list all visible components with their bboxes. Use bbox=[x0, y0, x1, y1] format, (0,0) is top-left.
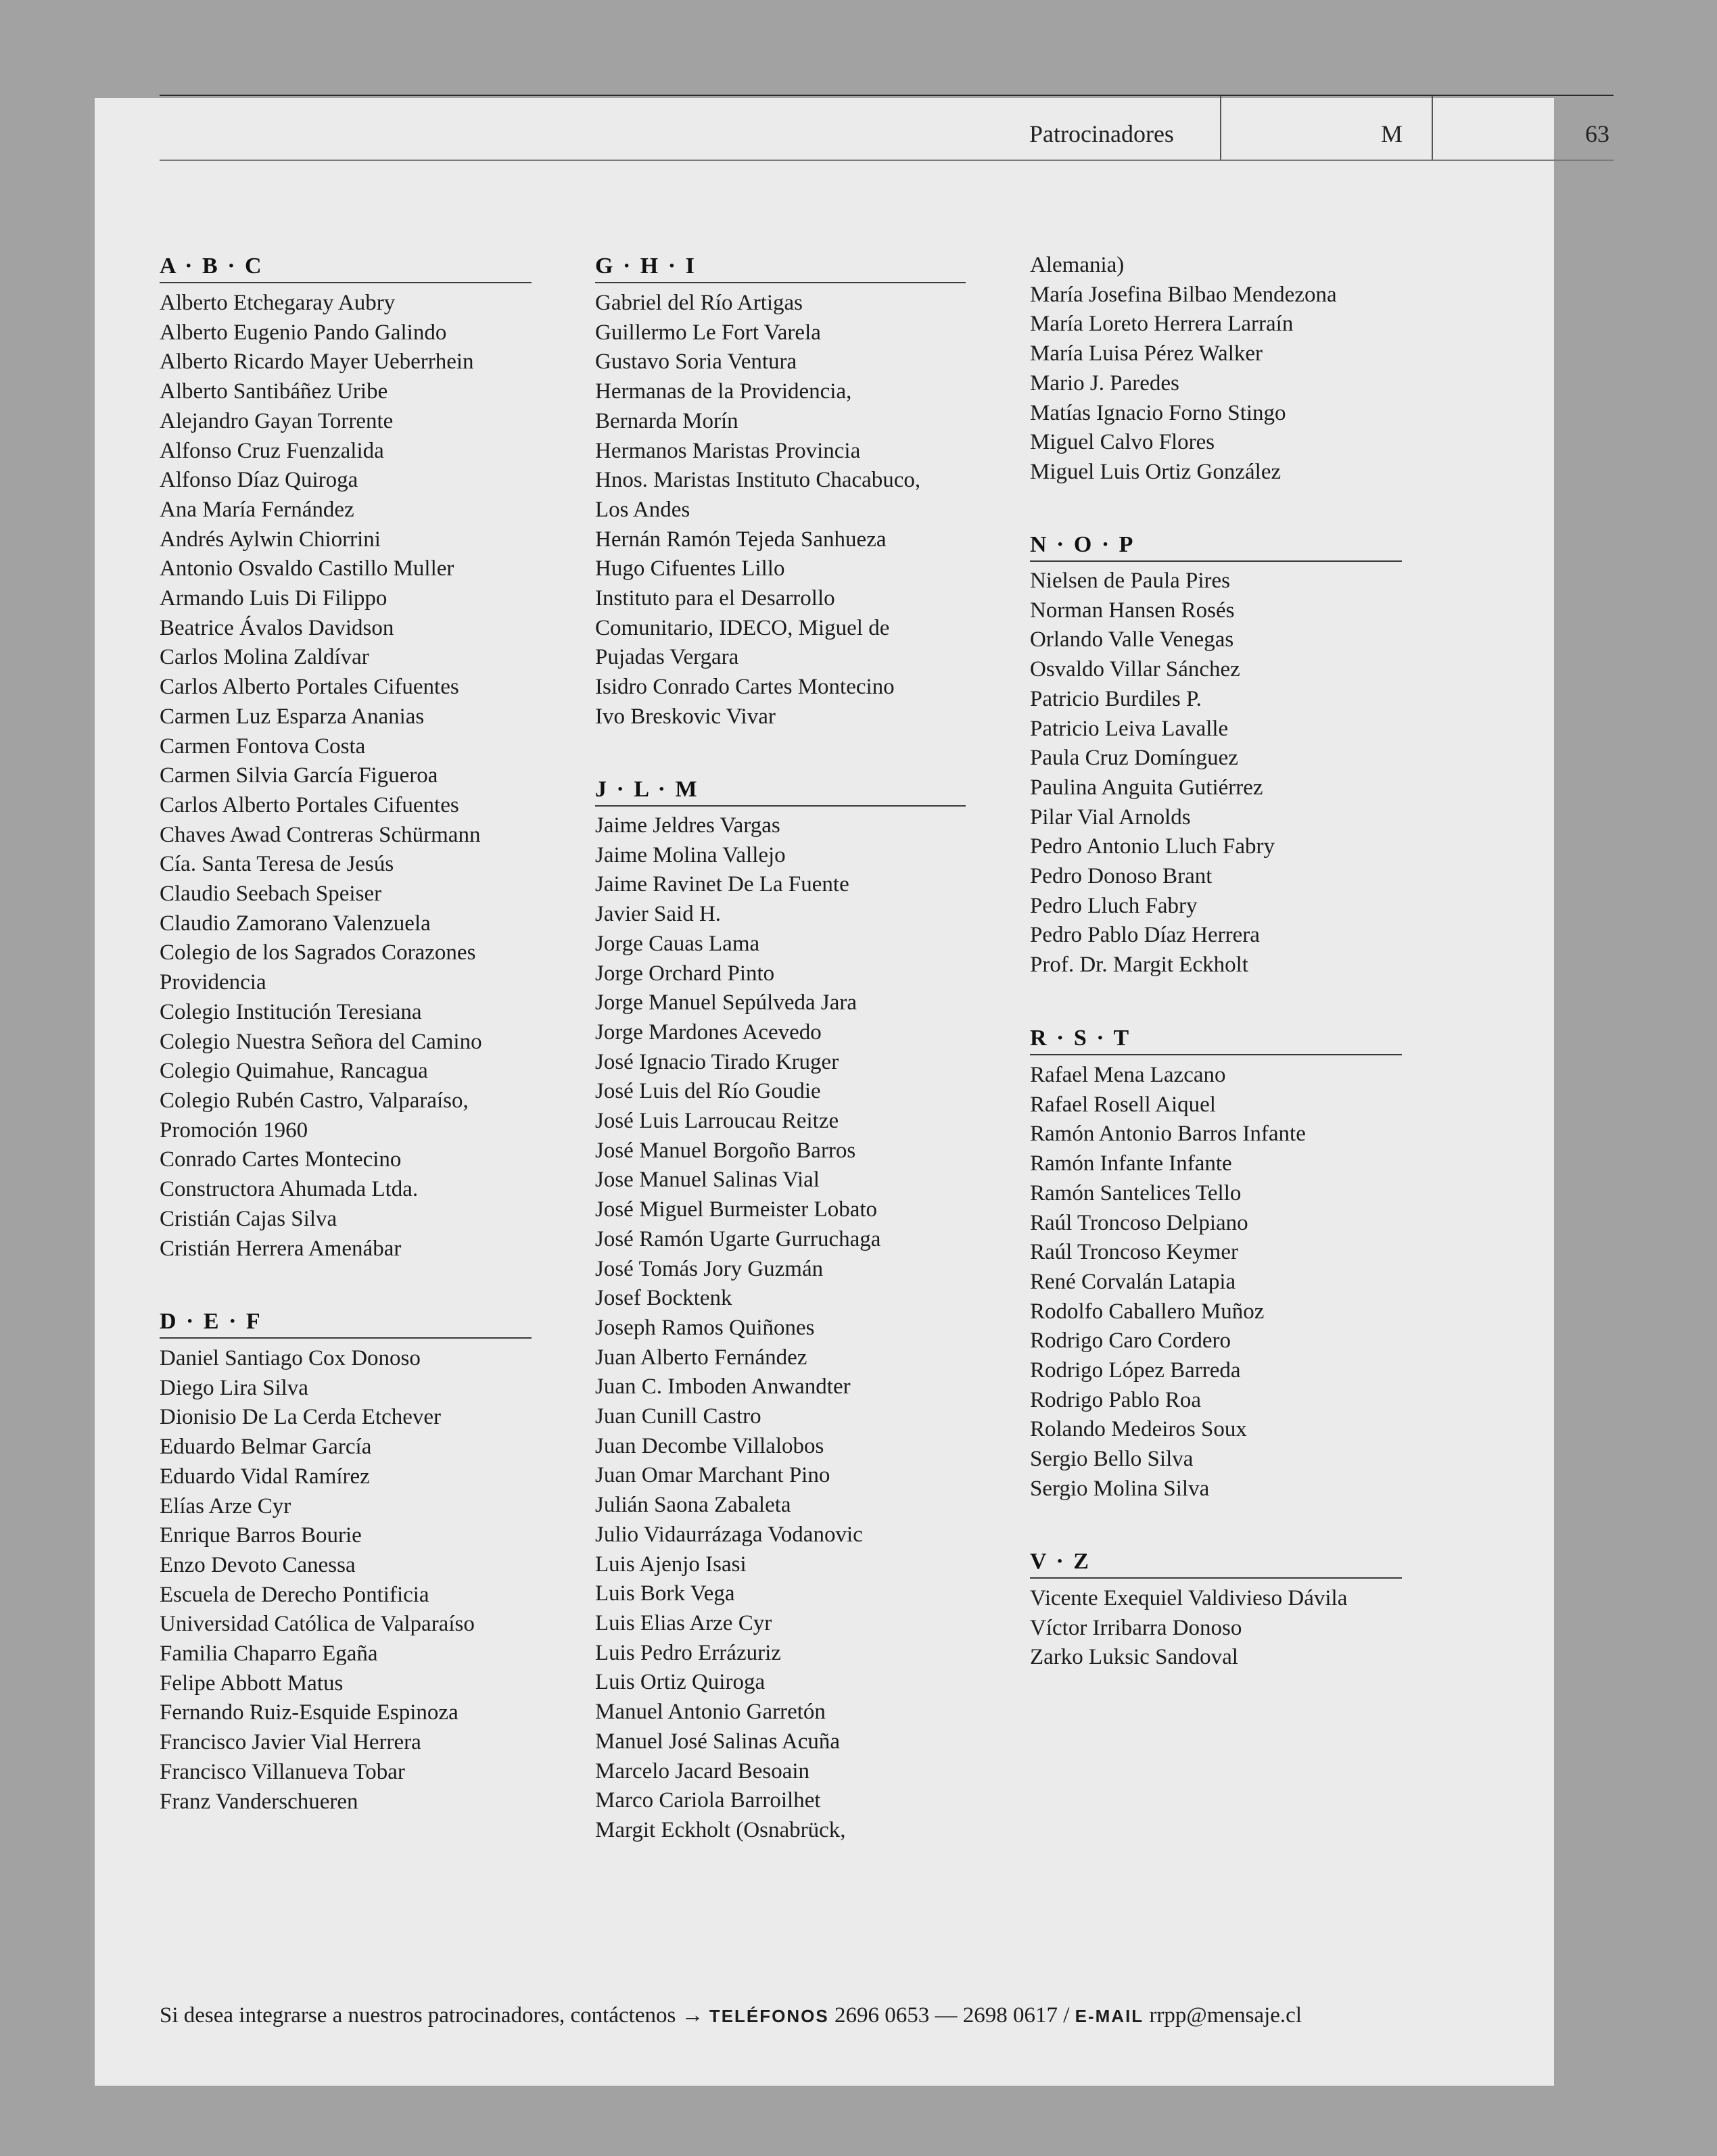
sponsor-name: Ramón Antonio Barros Infante bbox=[1030, 1122, 1306, 1147]
sponsor-name: Luis Pedro Errázuriz bbox=[595, 1640, 781, 1665]
sponsor-name: Paulina Anguita Gutiérrez bbox=[1030, 775, 1263, 800]
sponsor-name: Patricio Burdiles P. bbox=[1030, 686, 1202, 711]
sponsor-name: Norman Hansen Rosés bbox=[1030, 598, 1235, 623]
sponsor-name: José Ramón Ugarte Gurruchaga bbox=[595, 1226, 881, 1251]
sponsor-name: Jose Manuel Salinas Vial bbox=[595, 1168, 820, 1193]
sponsor-name: Ivo Breskovic Vivar bbox=[595, 704, 776, 729]
sponsor-name: José Manuel Borgoño Barros bbox=[595, 1138, 856, 1163]
name-list-m-continued bbox=[1030, 251, 1337, 487]
sponsor-name: Jaime Ravinet De La Fuente bbox=[595, 872, 849, 897]
sponsor-name: Patricio Leiva Lavalle bbox=[1030, 716, 1229, 741]
sponsor-name: Carmen Fontova Costa bbox=[160, 734, 366, 759]
sponsor-name: Guillermo Le Fort Varela bbox=[595, 320, 821, 345]
name-list-vz bbox=[1030, 1584, 1347, 1673]
sponsor-name: Bernarda Morín bbox=[595, 408, 738, 433]
sponsor-name: Eduardo Vidal Ramírez bbox=[160, 1464, 370, 1489]
sponsor-name: Cristián Herrera Amenábar bbox=[160, 1236, 402, 1261]
sponsor-name: Francisco Villanueva Tobar bbox=[160, 1759, 405, 1784]
sponsor-name: Alberto Eugenio Pando Galindo bbox=[160, 320, 447, 345]
name-list-jlm bbox=[595, 811, 880, 1846]
sponsor-name: Franz Vanderschueren bbox=[160, 1789, 358, 1814]
section-title-rst: R · S · T bbox=[1030, 1026, 1131, 1051]
sponsor-name: Alberto Ricardo Mayer Ueberrhein bbox=[160, 350, 474, 375]
sponsor-name: Promoción 1960 bbox=[160, 1118, 308, 1143]
running-header-letter: M bbox=[1381, 120, 1403, 147]
sponsor-name: Jorge Mardones Acevedo bbox=[595, 1020, 822, 1045]
section-rule bbox=[1030, 1054, 1402, 1055]
sponsor-name: Vicente Exequiel Valdivieso Dávila bbox=[1030, 1586, 1348, 1610]
sponsor-name: Sergio Bello Silva bbox=[1030, 1447, 1194, 1472]
sponsor-name: Miguel Calvo Flores bbox=[1030, 430, 1215, 455]
sponsor-name: Felipe Abbott Matus bbox=[160, 1671, 344, 1696]
phone-label: TELÉFONOS bbox=[709, 2006, 829, 2026]
sponsor-name: Cía. Santa Teresa de Jesús bbox=[160, 852, 394, 877]
sponsor-name: Luis Ajenjo Isasi bbox=[595, 1552, 747, 1577]
sponsor-name: Carmen Luz Esparza Ananias bbox=[160, 704, 425, 729]
sponsor-name: José Tomás Jory Guzmán bbox=[595, 1256, 824, 1281]
sponsor-name: Sergio Molina Silva bbox=[1030, 1476, 1210, 1501]
sponsor-name: Elías Arze Cyr bbox=[160, 1493, 291, 1518]
sponsor-name: Colegio de los Sagrados Corazones bbox=[160, 940, 476, 965]
sponsor-name: Alemania) bbox=[1030, 253, 1125, 277]
sponsor-name: Osvaldo Villar Sánchez bbox=[1030, 657, 1240, 682]
section-rule bbox=[595, 805, 966, 807]
sponsor-name: Juan Alberto Fernández bbox=[595, 1345, 807, 1370]
sponsor-name: Antonio Osvaldo Castillo Muller bbox=[160, 556, 454, 581]
section-rule bbox=[160, 1337, 532, 1339]
sponsor-name: Rodrigo Pablo Roa bbox=[1030, 1387, 1201, 1412]
header-top-rule bbox=[160, 95, 1614, 96]
sponsor-name: Colegio Quimahue, Rancagua bbox=[160, 1059, 428, 1084]
sponsor-name: Escuela de Derecho Pontificia bbox=[160, 1582, 429, 1607]
sponsor-name: Raúl Troncoso Delpiano bbox=[1030, 1210, 1248, 1235]
email-label: E-MAIL bbox=[1075, 2006, 1144, 2026]
section-rule bbox=[595, 282, 966, 283]
sponsor-name: Hermanos Maristas Provincia bbox=[595, 438, 861, 463]
sponsor-name: Jorge Orchard Pinto bbox=[595, 961, 775, 986]
sponsor-name: Orlando Valle Venegas bbox=[1030, 627, 1234, 652]
sponsor-name: Prof. Dr. Margit Eckholt bbox=[1030, 953, 1248, 978]
section-rule bbox=[160, 282, 532, 283]
sponsor-name: Colegio Rubén Castro, Valparaíso, bbox=[160, 1088, 469, 1113]
section-title-nop: N · O · P bbox=[1030, 532, 1135, 557]
section-rule bbox=[1030, 560, 1402, 562]
sponsor-name: Pedro Antonio Lluch Fabry bbox=[1030, 834, 1275, 859]
sponsor-name: Enzo Devoto Canessa bbox=[160, 1552, 356, 1577]
sponsor-name: Hernán Ramón Tejeda Sanhueza bbox=[595, 527, 887, 552]
sponsor-name: Rodrigo López Barreda bbox=[1030, 1358, 1241, 1383]
sponsor-name: Instituto para el Desarrollo bbox=[595, 586, 835, 611]
header-divider bbox=[1432, 96, 1433, 160]
sponsor-name: Pilar Vial Arnolds bbox=[1030, 805, 1191, 830]
sponsor-name: Pujadas Vergara bbox=[595, 645, 739, 670]
header-divider bbox=[1220, 96, 1221, 160]
sponsor-name: Universidad Católica de Valparaíso bbox=[160, 1612, 475, 1637]
sponsor-name: Carlos Alberto Portales Cifuentes bbox=[160, 675, 459, 700]
sponsor-name: Andrés Aylwin Chiorrini bbox=[160, 527, 381, 552]
sponsor-name: Manuel José Salinas Acuña bbox=[595, 1729, 841, 1754]
sponsor-name: Luis Elias Arze Cyr bbox=[595, 1610, 772, 1635]
sponsor-name: Alfonso Díaz Quiroga bbox=[160, 468, 358, 493]
sponsor-name: Juan Omar Marchant Pino bbox=[595, 1463, 830, 1488]
sponsor-name: Luis Bork Vega bbox=[595, 1581, 735, 1606]
sponsor-name: Zarko Luksic Sandoval bbox=[1030, 1645, 1238, 1670]
sponsor-name: Eduardo Belmar García bbox=[160, 1435, 372, 1460]
section-title-abc: A · B · C bbox=[160, 254, 264, 279]
sponsor-name: Diego Lira Silva bbox=[160, 1375, 308, 1400]
sponsor-name: José Miguel Burmeister Lobato bbox=[595, 1197, 878, 1222]
name-list-def bbox=[160, 1344, 475, 1817]
sponsor-name: Rodolfo Caballero Muñoz bbox=[1030, 1299, 1265, 1324]
sponsor-name: José Luis Larroucau Reitze bbox=[595, 1109, 839, 1134]
sponsor-name: Claudio Seebach Speiser bbox=[160, 882, 382, 907]
sponsor-name: Carmen Silvia García Figueroa bbox=[160, 763, 438, 788]
sponsor-name: Josef Bocktenk bbox=[595, 1286, 732, 1311]
arrow-icon: → bbox=[681, 2003, 704, 2028]
sponsor-name: Mario J. Paredes bbox=[1030, 370, 1179, 396]
sponsor-name: Marcelo Jacard Besoain bbox=[595, 1758, 810, 1783]
sponsor-name: Gabriel del Río Artigas bbox=[595, 291, 803, 315]
sponsor-name: Hnos. Maristas Instituto Chacabuco, bbox=[595, 468, 921, 493]
header-bottom-rule bbox=[160, 160, 1614, 161]
name-list-rst bbox=[1030, 1061, 1306, 1504]
sponsor-name: Enrique Barros Bourie bbox=[160, 1523, 362, 1548]
sponsor-name: José Luis del Río Goudie bbox=[595, 1079, 821, 1104]
sponsor-name: Constructora Ahumada Ltda. bbox=[160, 1177, 419, 1202]
sponsor-name: Nielsen de Paula Pires bbox=[1030, 569, 1231, 593]
sponsor-name: Alberto Etchegaray Aubry bbox=[160, 291, 396, 315]
sponsor-name: Providencia bbox=[160, 970, 266, 995]
sponsor-name: Beatrice Ávalos Davidson bbox=[160, 615, 394, 640]
running-header-section: Patrocinadores bbox=[1029, 120, 1174, 147]
sponsor-name: Alejandro Gayan Torrente bbox=[160, 408, 394, 433]
sponsor-name: Francisco Javier Vial Herrera bbox=[160, 1730, 421, 1755]
sponsor-name: Juan Decombe Villalobos bbox=[595, 1433, 824, 1458]
sponsor-name: Juan Cunill Castro bbox=[595, 1404, 761, 1429]
sponsor-name: Carlos Molina Zaldívar bbox=[160, 645, 369, 670]
sponsor-name: Rodrigo Caro Cordero bbox=[1030, 1328, 1231, 1354]
section-title-ghi: G · H · I bbox=[595, 254, 697, 279]
sponsor-name: Los Andes bbox=[595, 497, 690, 522]
sponsor-name: Claudio Zamorano Valenzuela bbox=[160, 911, 431, 936]
sponsor-name: Rolando Medeiros Soux bbox=[1030, 1417, 1247, 1442]
sponsor-name: Gustavo Soria Ventura bbox=[595, 350, 797, 375]
sponsor-name: Pedro Lluch Fabry bbox=[1030, 893, 1198, 918]
sponsor-name: Paula Cruz Domínguez bbox=[1030, 746, 1238, 771]
sponsor-name: Colegio Nuestra Señora del Camino bbox=[160, 1029, 482, 1054]
sponsor-name: Manuel Antonio Garretón bbox=[595, 1700, 826, 1725]
sponsor-name: Matías Ignacio Forno Stingo bbox=[1030, 400, 1286, 425]
sponsor-name: Dionisio De La Cerda Etchever bbox=[160, 1405, 442, 1430]
sponsor-name: Jorge Cauas Lama bbox=[595, 931, 760, 956]
contact-footer bbox=[160, 2001, 1302, 2031]
sponsor-name: Conrado Cartes Montecino bbox=[160, 1147, 402, 1172]
sponsor-name: Ana María Fernández bbox=[160, 497, 354, 522]
sponsor-name: Chaves Awad Contreras Schürmann bbox=[160, 822, 481, 847]
footer-intro: Si desea integrarse a nuestros patrocinadores, contáctenos bbox=[160, 2003, 676, 2028]
sponsor-name: Alfonso Cruz Fuenzalida bbox=[160, 438, 384, 463]
sponsor-name: Rafael Rosell Aiquel bbox=[1030, 1092, 1216, 1117]
sponsor-name: Luis Ortiz Quiroga bbox=[595, 1670, 766, 1695]
sponsor-name: Ramón Santelices Tello bbox=[1030, 1180, 1242, 1205]
section-title-vz: V · Z bbox=[1030, 1549, 1091, 1574]
sponsor-name: Miguel Luis Ortiz González bbox=[1030, 459, 1281, 484]
phone-numbers: 2696 0653 — 2698 0617 / bbox=[834, 2003, 1070, 2028]
sponsor-name: Marco Cariola Barroilhet bbox=[595, 1788, 821, 1813]
page-number: 63 bbox=[1585, 120, 1609, 147]
sponsor-name: Víctor Irribarra Donoso bbox=[1030, 1615, 1242, 1640]
sponsor-name: Fernando Ruiz-Esquide Espinoza bbox=[160, 1700, 458, 1725]
sponsor-name: Jaime Jeldres Vargas bbox=[595, 813, 780, 838]
sponsor-name: Julio Vidaurrázaga Vodanovic bbox=[595, 1522, 863, 1547]
sponsor-name: Rafael Mena Lazcano bbox=[1030, 1063, 1226, 1087]
sponsor-name: María Josefina Bilbao Mendezona bbox=[1030, 282, 1337, 307]
sponsor-name: Javier Said H. bbox=[595, 902, 722, 927]
sponsor-name: José Ignacio Tirado Kruger bbox=[595, 1049, 839, 1074]
sponsor-name: Comunitario, IDECO, Miguel de bbox=[595, 615, 890, 640]
section-title-jlm: J · L · M bbox=[595, 777, 699, 802]
sponsor-name: Joseph Ramos Quiñones bbox=[595, 1315, 815, 1340]
sponsor-name: Julián Saona Zabaleta bbox=[595, 1493, 791, 1518]
sponsor-name: Raúl Troncoso Keymer bbox=[1030, 1240, 1238, 1265]
name-list-abc bbox=[160, 289, 482, 1264]
sponsor-name: René Corvalán Latapia bbox=[1030, 1269, 1236, 1294]
sponsor-name: Colegio Institución Teresiana bbox=[160, 999, 422, 1024]
sponsor-name: Pedro Donoso Brant bbox=[1030, 864, 1213, 889]
sponsor-name: Armando Luis Di Filippo bbox=[160, 586, 387, 611]
sponsor-name: Familia Chaparro Egaña bbox=[160, 1642, 378, 1667]
section-title-def: D · E · F bbox=[160, 1309, 262, 1334]
sponsor-name: Isidro Conrado Cartes Montecino bbox=[595, 675, 895, 700]
sponsor-name: María Loreto Herrera Larraín bbox=[1030, 312, 1294, 337]
sponsor-name: Jaime Molina Vallejo bbox=[595, 842, 786, 867]
sponsor-name: Alberto Santibáñez Uribe bbox=[160, 379, 388, 404]
sponsor-name: Juan C. Imboden Anwandter bbox=[595, 1374, 851, 1399]
sponsor-name: Jorge Manuel Sepúlveda Jara bbox=[595, 990, 857, 1015]
sponsor-name: Pedro Pablo Díaz Herrera bbox=[1030, 923, 1260, 948]
sponsor-name: María Luisa Pérez Walker bbox=[1030, 341, 1263, 366]
name-list-ghi bbox=[595, 289, 920, 732]
section-rule bbox=[1030, 1577, 1402, 1579]
sponsor-name: Carlos Alberto Portales Cifuentes bbox=[160, 792, 459, 817]
email-link[interactable]: rrpp@mensaje.cl bbox=[1149, 2003, 1302, 2028]
sponsor-name: Ramón Infante Infante bbox=[1030, 1151, 1232, 1176]
sponsor-name: Margit Eckholt (Osnabrück, bbox=[595, 1817, 846, 1842]
name-list-nop bbox=[1030, 567, 1275, 980]
sponsor-name: Hermanas de la Providencia, bbox=[595, 379, 852, 404]
sponsor-name: Daniel Santiago Cox Donoso bbox=[160, 1346, 421, 1370]
sponsor-name: Cristián Cajas Silva bbox=[160, 1206, 337, 1231]
sponsor-name: Hugo Cifuentes Lillo bbox=[595, 556, 785, 581]
